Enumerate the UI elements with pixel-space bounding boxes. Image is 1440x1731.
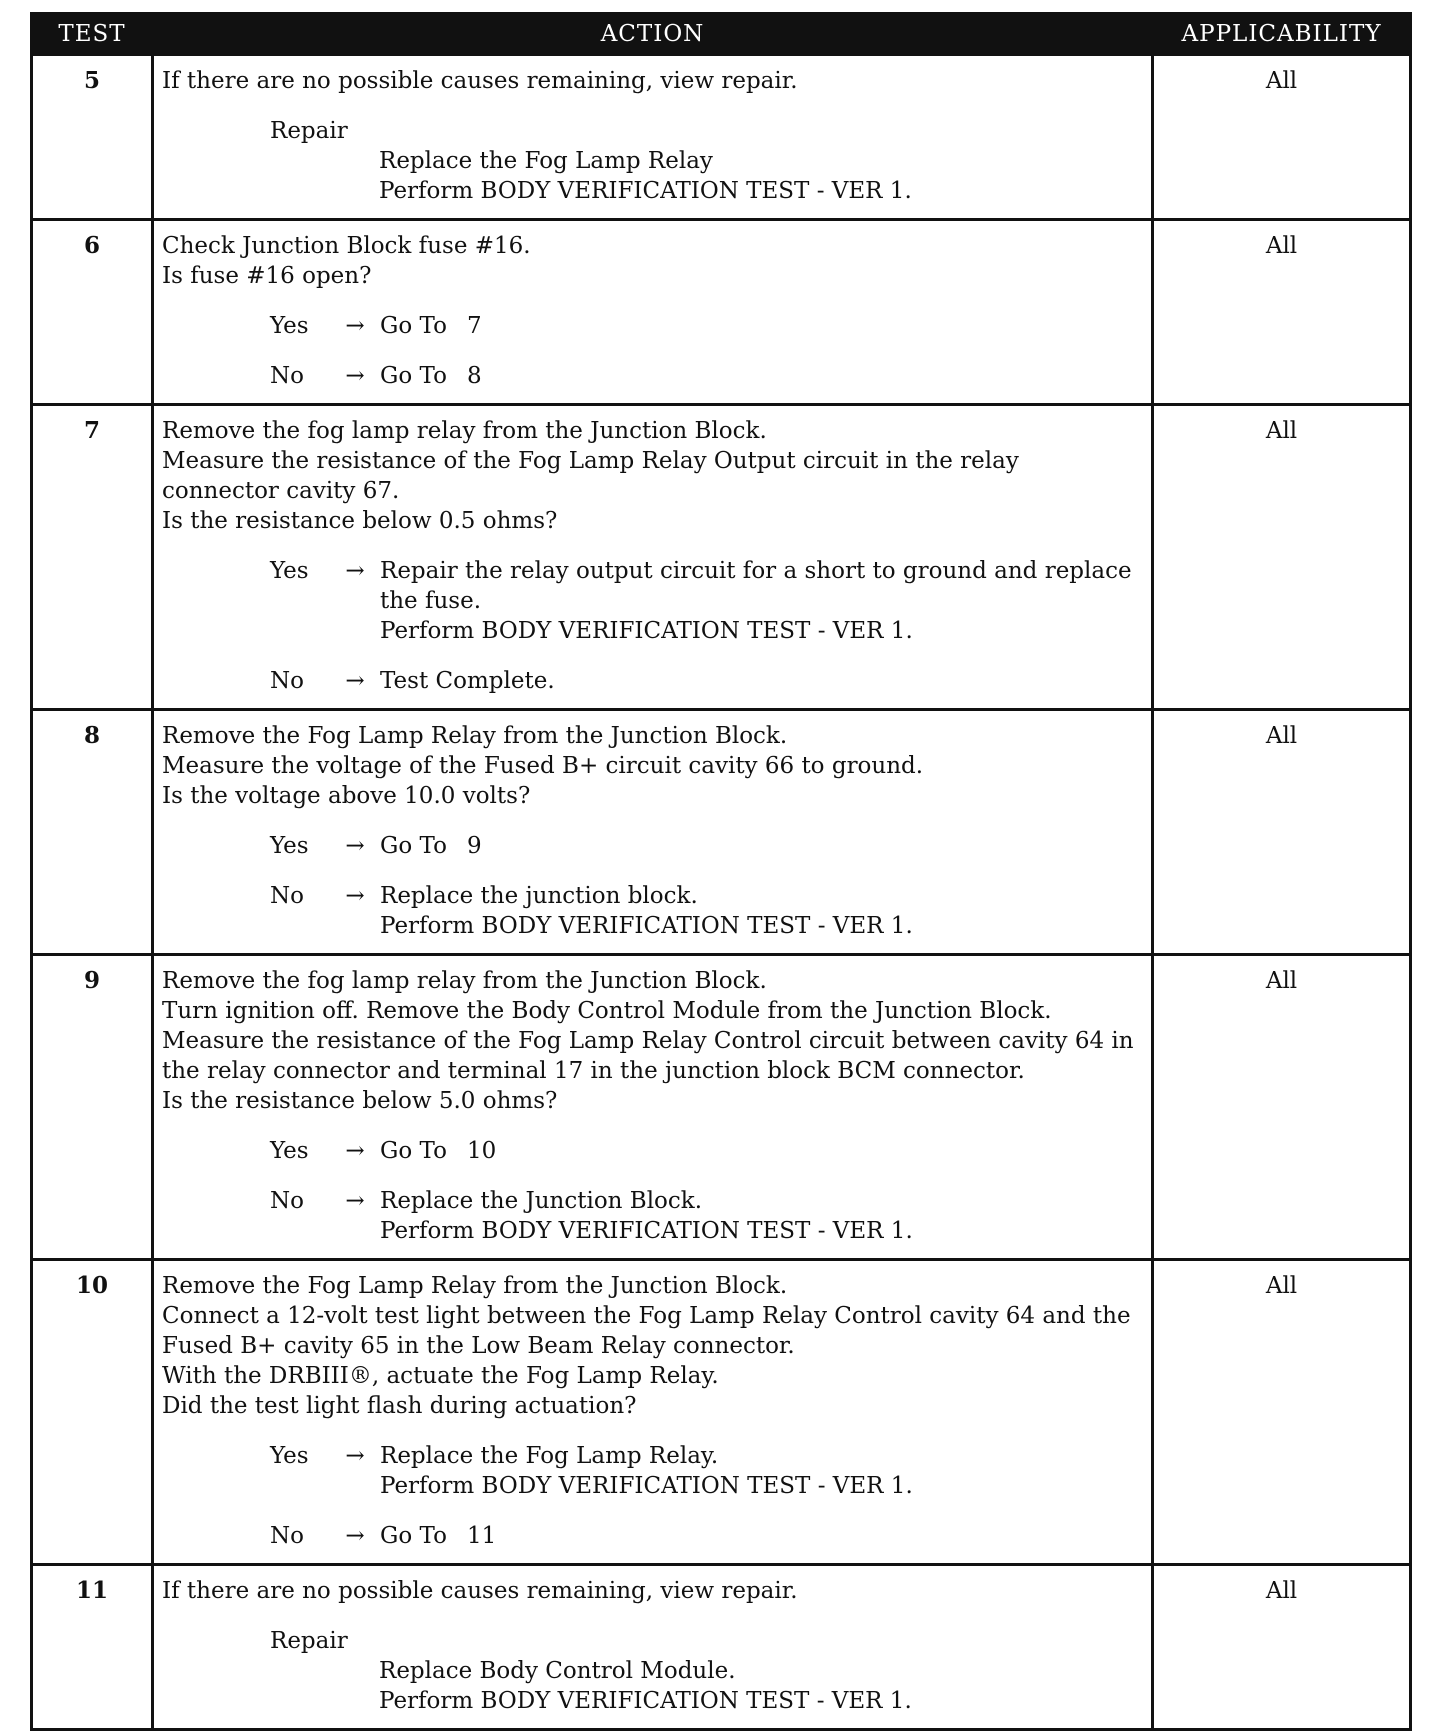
header-applicability: APPLICABILITY — [1153, 14, 1411, 55]
action-text: Remove the Fog Lamp Relay from the Junction Block. — [162, 1273, 788, 1299]
repair-step: Replace Body Control Module. — [379, 1658, 736, 1684]
goto-text: Go To — [380, 313, 447, 339]
action-text: Turn ignition off. Remove the Body Control Module from the Junction Block. — [162, 998, 1052, 1024]
applicability-value: All — [1153, 55, 1411, 220]
repair-step: Replace the Fog Lamp Relay — [379, 148, 713, 174]
action-text: Is the voltage above 10.0 volts? — [162, 783, 531, 809]
test-number: 5 — [32, 55, 153, 220]
header-test: TEST — [32, 14, 153, 55]
goto-text: Go To — [380, 1138, 447, 1164]
branch-label: No — [270, 668, 304, 694]
branch-result — [380, 311, 1143, 341]
branch-step: Replace the Junction Block. — [380, 1188, 703, 1214]
branch-yes — [162, 1441, 1143, 1501]
arrow-right-icon: → — [345, 558, 365, 584]
table-row — [32, 710, 1411, 955]
branch-result — [380, 1521, 1143, 1551]
table-row — [32, 955, 1411, 1260]
action-cell — [153, 955, 1153, 1260]
goto-text: Go To — [380, 833, 447, 859]
branch-yes — [162, 831, 1143, 861]
branch-result — [380, 666, 1143, 696]
applicability-value: All — [1153, 1260, 1411, 1565]
action-text: If there are no possible causes remaining, view repair. — [162, 68, 798, 94]
test-number: 7 — [32, 405, 153, 710]
arrow-right-icon: → — [345, 1138, 365, 1164]
action-cell — [153, 405, 1153, 710]
branch-result — [380, 1136, 1143, 1166]
branch-step: Replace the Fog Lamp Relay. — [380, 1443, 719, 1469]
repair-step: Perform BODY VERIFICATION TEST - VER 1. — [379, 1688, 912, 1714]
test-number: 8 — [32, 710, 153, 955]
action-cell — [153, 710, 1153, 955]
branch-yes — [162, 1136, 1143, 1166]
arrow-right-icon: → — [345, 363, 365, 389]
action-text: Remove the fog lamp relay from the Junction Block. — [162, 418, 767, 444]
arrow-right-icon: → — [345, 1523, 365, 1549]
action-text: Is the resistance below 5.0 ohms? — [162, 1088, 558, 1114]
action-text: Measure the resistance of the Fog Lamp Relay Output circuit in the relay connector cavity 67. — [162, 448, 1027, 504]
applicability-value: All — [1153, 220, 1411, 405]
test-number: 10 — [32, 1260, 153, 1565]
branch-no — [162, 1186, 1143, 1246]
action-text: Remove the fog lamp relay from the Junction Block. — [162, 968, 767, 994]
action-text: Remove the Fog Lamp Relay from the Junction Block. — [162, 723, 788, 749]
action-cell — [153, 1260, 1153, 1565]
branch-label: Yes — [270, 313, 309, 339]
branch-yes — [162, 311, 1143, 341]
branch-label: Yes — [270, 1443, 309, 1469]
branch-label: No — [270, 1523, 304, 1549]
goto-step: 11 — [466, 1523, 497, 1549]
branch-result — [380, 881, 1143, 941]
goto-step: 10 — [466, 1138, 497, 1164]
repair-heading: Repair — [270, 1628, 348, 1654]
action-text: With the DRBIII®, actuate the Fog Lamp Relay. — [162, 1363, 719, 1389]
action-text: Connect a 12-volt test light between the Fog Lamp Relay Control cavity 64 and the Fused B+ cavity 65 in the Low Beam Relay connector. — [162, 1303, 1138, 1359]
goto-text: Go To — [380, 1523, 447, 1549]
branch-result — [380, 1186, 1143, 1246]
branch-result — [380, 361, 1143, 391]
branch-no — [162, 361, 1143, 391]
header-action: ACTION — [153, 14, 1153, 55]
branch-step: Perform BODY VERIFICATION TEST - VER 1. — [380, 1218, 913, 1244]
arrow-right-icon: → — [345, 833, 365, 859]
table-row — [32, 220, 1411, 405]
action-text: Did the test light flash during actuation? — [162, 1393, 637, 1419]
arrow-right-icon: → — [345, 668, 365, 694]
branch-label: Yes — [270, 833, 309, 859]
applicability-value: All — [1153, 405, 1411, 710]
branch-no — [162, 881, 1143, 941]
repair-step: Perform BODY VERIFICATION TEST - VER 1. — [379, 178, 912, 204]
branch-step: Perform BODY VERIFICATION TEST - VER 1. — [380, 1473, 913, 1499]
goto-step: 7 — [466, 313, 482, 339]
action-text: Check Junction Block fuse #16. — [162, 233, 531, 259]
test-number: 9 — [32, 955, 153, 1260]
arrow-right-icon: → — [345, 1443, 365, 1469]
action-text: Measure the resistance of the Fog Lamp Relay Control circuit between cavity 64 in the relay connector and terminal 17 in the junction block BCM connector. — [162, 1028, 1141, 1084]
goto-text: Go To — [380, 363, 447, 389]
action-text: If there are no possible causes remaining, view repair. — [162, 1578, 798, 1604]
branch-step: Test Complete. — [380, 668, 555, 694]
table-body — [32, 55, 1411, 1730]
branch-label: No — [270, 1188, 304, 1214]
table-row — [32, 55, 1411, 220]
action-cell — [153, 55, 1153, 220]
test-number: 11 — [32, 1565, 153, 1730]
branch-no — [162, 1521, 1143, 1551]
diagnostic-table — [30, 12, 1412, 1731]
applicability-value: All — [1153, 710, 1411, 955]
action-text: Measure the voltage of the Fused B+ circuit cavity 66 to ground. — [162, 753, 924, 779]
goto-step: 8 — [466, 363, 482, 389]
header-row — [32, 14, 1411, 55]
table-row — [32, 1260, 1411, 1565]
branch-step: Repair the relay output circuit for a short to ground and replace the fuse. — [380, 558, 1139, 614]
repair-heading: Repair — [270, 118, 348, 144]
branch-label: No — [270, 883, 304, 909]
action-text: Is fuse #16 open? — [162, 263, 372, 289]
branch-step: Perform BODY VERIFICATION TEST - VER 1. — [380, 618, 913, 644]
action-text: Is the resistance below 0.5 ohms? — [162, 508, 558, 534]
arrow-right-icon: → — [345, 883, 365, 909]
applicability-value: All — [1153, 955, 1411, 1260]
branch-result — [380, 831, 1143, 861]
branch-result — [380, 556, 1143, 646]
arrow-right-icon: → — [345, 1188, 365, 1214]
table-row — [32, 405, 1411, 710]
spacer — [162, 1606, 1143, 1626]
table-row — [32, 1565, 1411, 1730]
branch-no — [162, 666, 1143, 696]
action-cell — [153, 1565, 1153, 1730]
test-number: 6 — [32, 220, 153, 405]
spacer — [162, 96, 1143, 116]
arrow-right-icon: → — [345, 313, 365, 339]
branch-step: Replace the junction block. — [380, 883, 698, 909]
branch-label: Yes — [270, 1138, 309, 1164]
branch-yes — [162, 556, 1143, 646]
applicability-value: All — [1153, 1565, 1411, 1730]
goto-step: 9 — [466, 833, 482, 859]
branch-result — [380, 1441, 1143, 1501]
branch-step: Perform BODY VERIFICATION TEST - VER 1. — [380, 913, 913, 939]
branch-label: No — [270, 363, 304, 389]
branch-label: Yes — [270, 558, 309, 584]
action-cell — [153, 220, 1153, 405]
